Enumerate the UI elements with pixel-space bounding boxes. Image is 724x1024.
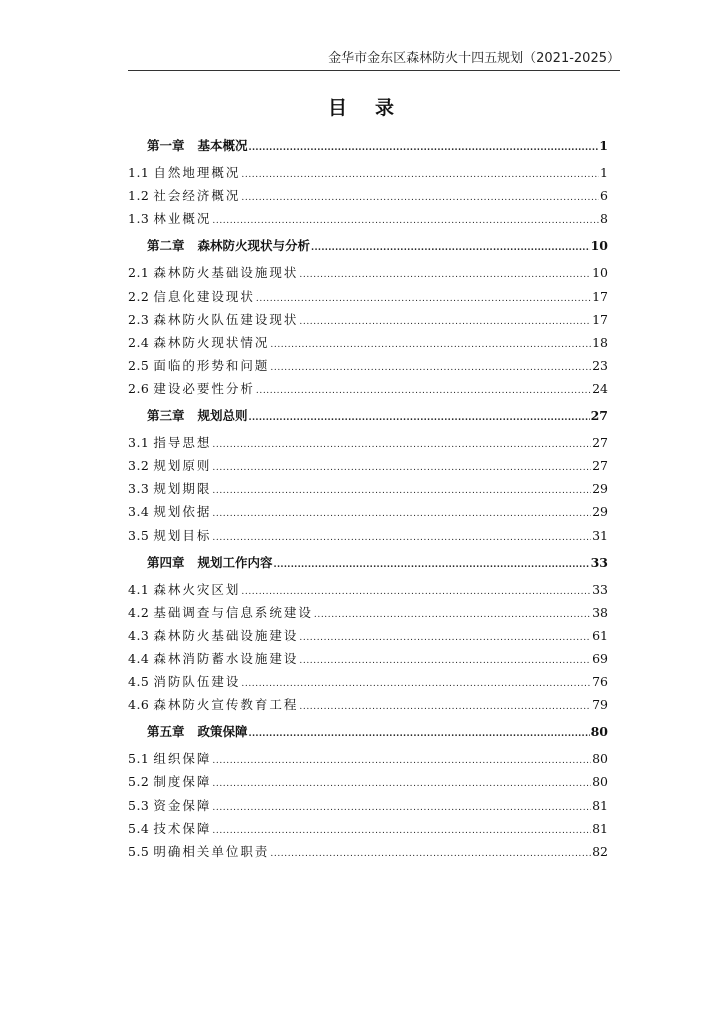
toc-dot-leader	[212, 753, 591, 769]
toc-dot-leader	[212, 823, 591, 839]
running-header: 金华市金东区森林防火十四五规划（2021-2025）	[328, 51, 620, 66]
toc-entry-title: 规划工作内容	[197, 554, 273, 570]
toc-page-number: 24	[592, 380, 608, 396]
toc-page-number: 27	[592, 458, 608, 474]
toc-section-entry[interactable]	[128, 431, 608, 454]
toc-page-number: 29	[592, 481, 608, 497]
toc-section-entry[interactable]	[128, 693, 608, 716]
toc-page-number: 27	[590, 408, 608, 424]
toc-entry-title: 组织保障	[153, 751, 212, 767]
table-of-contents	[128, 130, 608, 863]
toc-section-entry[interactable]	[128, 308, 608, 331]
toc-entry-number: 5.2	[128, 774, 150, 790]
toc-dot-leader	[299, 314, 591, 330]
toc-dot-leader	[212, 530, 591, 546]
toc-dot-leader	[311, 240, 590, 256]
toc-page-number: 61	[592, 627, 608, 643]
toc-entry-title: 森林防火现状与分析	[197, 238, 311, 254]
toc-entry-title: 森林防火现状情况	[153, 334, 270, 350]
toc-entry-title: 建设必要性分析	[153, 380, 255, 396]
toc-dot-leader	[212, 776, 591, 792]
toc-page-number: 81	[592, 820, 608, 836]
toc-chapter-entry[interactable]	[128, 404, 608, 427]
toc-dot-leader	[249, 726, 590, 742]
toc-dot-leader	[314, 607, 591, 623]
toc-section-entry[interactable]	[128, 817, 608, 840]
toc-entry-title: 森林火灾区划	[153, 581, 241, 597]
toc-entry-number: 5.5	[128, 843, 150, 859]
toc-page-number: 69	[592, 650, 608, 666]
toc-page-number: 17	[592, 311, 608, 327]
toc-entry-title: 规划期限	[153, 481, 212, 497]
toc-section-entry[interactable]	[128, 794, 608, 817]
toc-dot-leader	[212, 460, 591, 476]
toc-entry-number: 2.6	[128, 380, 150, 396]
toc-entry-title: 规划总则	[197, 408, 248, 424]
toc-chapter-entry[interactable]	[128, 720, 608, 743]
toc-entry-number: 第五章	[147, 724, 185, 740]
toc-entry-title: 林业概况	[153, 211, 212, 227]
toc-dot-leader	[270, 337, 591, 353]
toc-entry-number: 3.1	[128, 435, 150, 451]
toc-dot-leader	[212, 506, 591, 522]
toc-entry-number: 4.3	[128, 627, 150, 643]
toc-page-number: 23	[592, 357, 608, 373]
toc-entry-title: 基本概况	[197, 138, 248, 153]
toc-section-entry[interactable]	[128, 747, 608, 770]
toc-entry-number: 3.2	[128, 458, 150, 474]
toc-entry-title: 社会经济概况	[153, 188, 241, 204]
toc-entry-title: 森林防火基础设施建设	[153, 627, 299, 643]
toc-entry-number: 2.1	[128, 265, 150, 281]
toc-entry-number: 2.2	[128, 288, 150, 304]
toc-entry-number: 3.3	[128, 481, 150, 497]
toc-page-number: 1	[600, 165, 608, 181]
toc-entry-number: 2.3	[128, 311, 150, 327]
toc-page-number: 1	[599, 138, 608, 153]
toc-entry-title: 森林防火队伍建设现状	[153, 311, 299, 327]
toc-entry-title: 自然地理概况	[153, 165, 241, 181]
toc-chapter-entry[interactable]	[128, 134, 608, 157]
toc-dot-leader	[241, 676, 591, 692]
toc-entry-number: 第二章	[147, 238, 185, 254]
toc-title-left: 目	[327, 97, 349, 119]
toc-page-number: 33	[592, 581, 608, 597]
toc-entry-title: 制度保障	[153, 774, 212, 790]
toc-section-entry[interactable]	[128, 770, 608, 793]
toc-page-number: 10	[592, 265, 608, 281]
toc-section-entry[interactable]	[128, 647, 608, 670]
toc-section-entry[interactable]	[128, 184, 608, 207]
toc-dot-leader	[270, 846, 591, 862]
toc-page-number: 76	[592, 674, 608, 690]
toc-section-entry[interactable]	[128, 624, 608, 647]
toc-dot-leader	[241, 167, 599, 183]
toc-title-right: 录	[375, 97, 397, 119]
toc-page-number: 29	[592, 504, 608, 520]
toc-entry-title: 面临的形势和问题	[153, 357, 270, 373]
toc-section-entry[interactable]	[128, 524, 608, 547]
toc-page-number: 6	[600, 188, 608, 204]
toc-entry-number: 4.1	[128, 581, 150, 597]
toc-section-entry[interactable]	[128, 261, 608, 284]
toc-dot-leader	[241, 190, 599, 206]
toc-dot-leader	[212, 437, 591, 453]
toc-section-entry[interactable]	[128, 500, 608, 523]
toc-entry-number: 4.5	[128, 674, 150, 690]
toc-dot-leader	[299, 267, 591, 283]
toc-dot-leader	[212, 483, 591, 499]
toc-page-number: 27	[592, 435, 608, 451]
toc-entry-title: 森林防火基础设施现状	[153, 265, 299, 281]
toc-section-entry[interactable]	[128, 670, 608, 693]
toc-page-number: 80	[592, 774, 608, 790]
toc-page-number: 8	[600, 211, 608, 227]
toc-page-number: 17	[592, 288, 608, 304]
toc-entry-title: 规划原则	[153, 458, 212, 474]
toc-entry-number: 第四章	[147, 554, 185, 570]
toc-dot-leader	[299, 653, 591, 669]
toc-page-number: 79	[592, 697, 608, 713]
toc-page-number: 81	[592, 797, 608, 813]
header-rule	[128, 70, 620, 71]
toc-chapter-entry[interactable]	[128, 234, 608, 257]
toc-chapter-entry[interactable]	[128, 551, 608, 574]
toc-dot-leader	[249, 140, 599, 156]
toc-entry-number: 1.3	[128, 211, 150, 227]
toc-entry-title: 规划目标	[153, 527, 212, 543]
toc-dot-leader	[212, 213, 599, 229]
toc-entry-title: 规划依据	[153, 504, 212, 520]
toc-entry-title: 明确相关单位职责	[153, 843, 270, 859]
toc-entry-number: 3.4	[128, 504, 150, 520]
toc-entry-title: 指导思想	[153, 435, 212, 451]
toc-entry-title: 森林防火宣传教育工程	[153, 697, 299, 713]
toc-entry-number: 5.3	[128, 797, 150, 813]
toc-page-number: 80	[592, 751, 608, 767]
toc-dot-leader	[212, 800, 591, 816]
toc-page-number: 18	[592, 334, 608, 350]
toc-dot-leader	[256, 383, 591, 399]
toc-section-entry[interactable]	[128, 161, 608, 184]
toc-entry-title: 资金保障	[153, 797, 212, 813]
toc-entry-number: 4.4	[128, 650, 150, 666]
toc-section-entry[interactable]	[128, 454, 608, 477]
toc-section-entry[interactable]	[128, 840, 608, 863]
toc-page-number: 80	[590, 724, 608, 740]
toc-entry-number: 5.1	[128, 751, 150, 767]
toc-dot-leader	[241, 584, 591, 600]
toc-entry-title: 基础调查与信息系统建设	[153, 604, 313, 620]
toc-entry-title: 信息化建设现状	[153, 288, 255, 304]
toc-entry-title: 技术保障	[153, 820, 212, 836]
toc-dot-leader	[274, 557, 590, 573]
toc-section-entry[interactable]	[128, 601, 608, 624]
toc-entry-title: 消防队伍建设	[153, 674, 241, 690]
toc-entry-number: 1.2	[128, 188, 150, 204]
toc-section-entry[interactable]	[128, 285, 608, 308]
toc-entry-number: 2.5	[128, 357, 150, 373]
toc-page-number: 33	[590, 554, 608, 570]
toc-entry-title: 政策保障	[197, 724, 248, 740]
toc-entry-number: 3.5	[128, 527, 150, 543]
toc-section-entry[interactable]	[128, 331, 608, 354]
toc-entry-number: 4.6	[128, 697, 150, 713]
toc-page-number: 10	[590, 238, 608, 254]
toc-section-entry[interactable]	[128, 207, 608, 230]
toc-page-number: 38	[592, 604, 608, 620]
toc-title	[0, 93, 724, 120]
toc-entry-title: 森林消防蓄水设施建设	[153, 650, 299, 666]
toc-dot-leader	[299, 630, 591, 646]
toc-section-entry[interactable]	[128, 354, 608, 377]
toc-dot-leader	[299, 699, 591, 715]
toc-page-number: 31	[592, 527, 608, 543]
toc-section-entry[interactable]	[128, 477, 608, 500]
toc-entry-number: 4.2	[128, 604, 150, 620]
toc-dot-leader	[270, 360, 591, 376]
toc-dot-leader	[249, 410, 590, 426]
toc-entry-number: 5.4	[128, 820, 150, 836]
toc-entry-number: 第一章	[147, 138, 185, 153]
toc-page-number: 82	[592, 843, 608, 859]
toc-section-entry[interactable]	[128, 578, 608, 601]
toc-entry-number: 2.4	[128, 334, 150, 350]
toc-entry-number: 第三章	[147, 408, 185, 424]
toc-entry-number: 1.1	[128, 165, 150, 181]
toc-section-entry[interactable]	[128, 377, 608, 400]
toc-dot-leader	[256, 291, 591, 307]
